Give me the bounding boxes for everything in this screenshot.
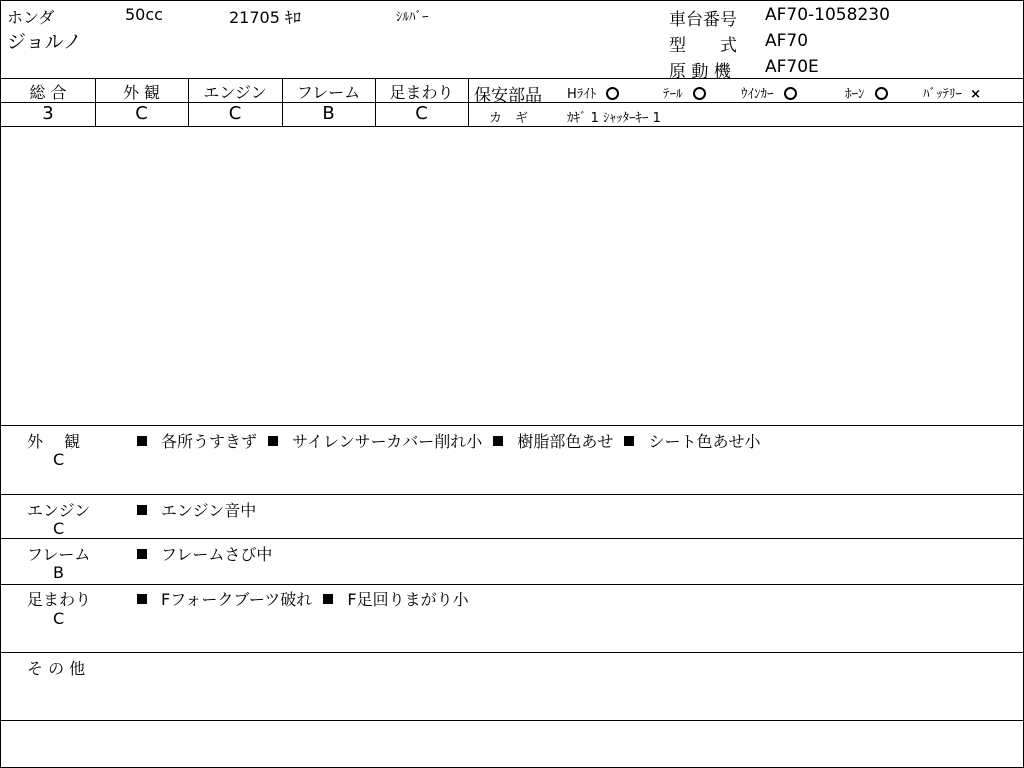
type-value: AF70 bbox=[765, 31, 809, 51]
key-label: カ ギ bbox=[489, 111, 529, 126]
remark-item: シート色あせ小 bbox=[648, 432, 761, 451]
safety-item-winker bbox=[741, 83, 797, 102]
section-label-exterior: 外 観 bbox=[27, 432, 81, 451]
type-label: 型 式 bbox=[669, 36, 737, 56]
frame-no-value: AF70-1058230 bbox=[765, 5, 890, 25]
grade-value-frame: B bbox=[322, 103, 335, 124]
section-grade-suspension: C bbox=[53, 609, 65, 628]
maker-text: ホンダ bbox=[7, 8, 55, 27]
remark-item: フレームさび中 bbox=[161, 545, 273, 564]
section-grade-exterior: C bbox=[53, 450, 65, 469]
ok-circle-icon bbox=[875, 87, 888, 100]
grade-value-overall: 3 bbox=[42, 103, 54, 124]
bullet-square-icon bbox=[137, 505, 147, 515]
section-divider bbox=[1, 425, 1023, 426]
section-divider bbox=[1, 494, 1023, 495]
safety-item-name: ﾊﾞｯﾃﾘｰ bbox=[923, 87, 962, 102]
section-divider bbox=[1, 652, 1023, 653]
bullet-square-icon bbox=[137, 594, 147, 604]
remark-item: 各所うすきず bbox=[161, 432, 258, 451]
safety-row-divider bbox=[468, 102, 1023, 103]
grade-label-exterior: 外 観 bbox=[122, 83, 161, 102]
safety-item-name: ｳｲﾝｶｰ bbox=[741, 87, 774, 102]
remark-item: F足回りまがり小 bbox=[347, 590, 469, 609]
safety-item-battery bbox=[923, 83, 981, 102]
model-name: ジョルノ bbox=[7, 31, 82, 53]
damage-diagram-area bbox=[1, 127, 1023, 425]
section-grade-engine: C bbox=[53, 519, 65, 538]
remark-item: エンジン音中 bbox=[161, 501, 257, 520]
section-divider bbox=[1, 538, 1023, 539]
ng-cross-mark: × bbox=[970, 87, 982, 102]
remarks-exterior bbox=[137, 429, 767, 452]
ok-circle-icon bbox=[784, 87, 797, 100]
section-label-other: そ の 他 bbox=[27, 659, 86, 678]
remarks-frame bbox=[137, 542, 278, 565]
safety-label: 保安部品 bbox=[474, 86, 542, 106]
remark-item: 樹脂部色あせ bbox=[517, 432, 614, 451]
engine-value: AF70E bbox=[765, 57, 819, 77]
section-label-frame: フレーム bbox=[27, 545, 91, 564]
key-value: ｶｷﾞ 1 ｼｬｯﾀｰｷｰ 1 bbox=[567, 111, 661, 126]
bullet-square-icon bbox=[493, 436, 503, 446]
grade-value-suspension: C bbox=[415, 103, 428, 124]
bullet-square-icon bbox=[137, 436, 147, 446]
grade-table-top bbox=[1, 78, 1023, 79]
safety-item-name: Hﾗｲﾄ bbox=[567, 87, 597, 102]
engine-label: 原 動 機 bbox=[669, 62, 731, 82]
section-label-engine: エンジン bbox=[27, 501, 91, 520]
bullet-square-icon bbox=[323, 594, 333, 604]
section-grade-frame: B bbox=[53, 563, 64, 582]
frame-no-label: 車台番号 bbox=[669, 10, 737, 30]
bullet-square-icon bbox=[268, 436, 278, 446]
grade-label-engine: エンジン bbox=[203, 83, 267, 102]
grade-label-suspension: 足まわり bbox=[389, 83, 454, 102]
displacement-text: 50cc bbox=[125, 5, 163, 24]
ok-circle-icon bbox=[606, 87, 619, 100]
grade-value-exterior: C bbox=[135, 103, 148, 124]
color-text: ｼﾙﾊﾞｰ bbox=[396, 10, 429, 25]
grade-label-overall: 総 合 bbox=[29, 83, 67, 102]
section-label-suspension: 足まわり bbox=[27, 590, 92, 609]
grade-col-divider bbox=[468, 78, 469, 126]
section-divider bbox=[1, 720, 1023, 721]
grade-label-frame: フレーム bbox=[296, 83, 361, 102]
remarks-engine bbox=[137, 498, 262, 521]
bullet-square-icon bbox=[624, 436, 634, 446]
remark-item: Fフォークブーツ破れ bbox=[161, 590, 313, 609]
safety-item-name: ﾃｰﾙ bbox=[663, 87, 683, 102]
section-divider bbox=[1, 584, 1023, 585]
safety-item-horn bbox=[845, 83, 888, 102]
safety-item-headlight bbox=[567, 83, 619, 102]
safety-item-name: ﾎｰﾝ bbox=[845, 87, 865, 102]
remarks-suspension bbox=[137, 587, 475, 610]
safety-item-taillight bbox=[663, 83, 706, 102]
bullet-square-icon bbox=[137, 549, 147, 559]
remark-item: サイレンサーカバー削れ小 bbox=[292, 432, 483, 451]
grade-value-engine: C bbox=[228, 103, 242, 124]
mileage-text: 21705 ｷﾛ bbox=[229, 8, 301, 27]
ok-circle-icon bbox=[693, 87, 706, 100]
